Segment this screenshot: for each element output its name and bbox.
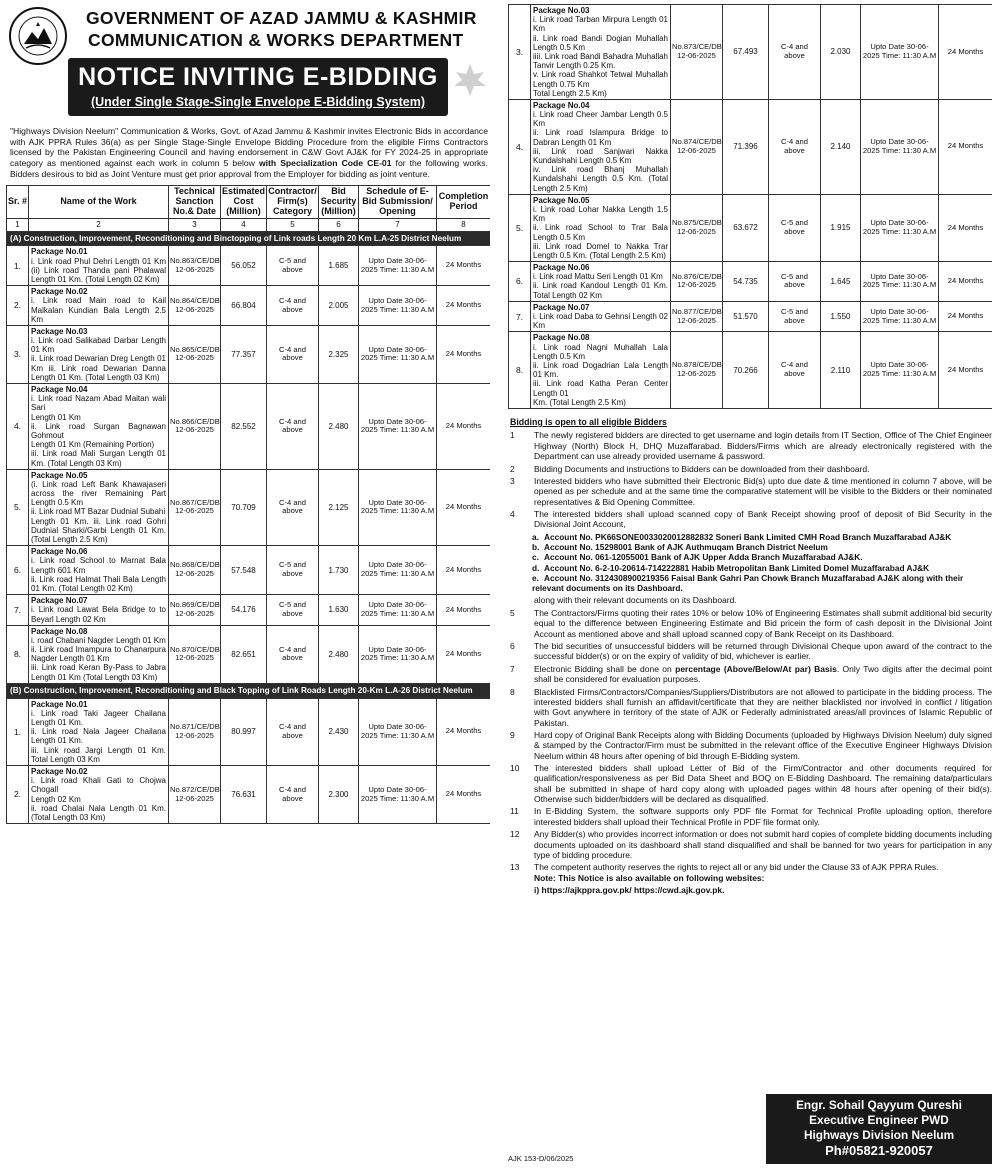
- serial-number: 6.: [7, 546, 29, 595]
- contractor-category: C-5 and above: [267, 595, 319, 626]
- work-name: [531, 194, 671, 261]
- contractor-category: C-4 and above: [267, 698, 319, 765]
- table-row: [7, 765, 491, 823]
- completion-period: 24 Months: [437, 469, 491, 546]
- completion-period: 24 Months: [437, 698, 491, 765]
- account-letter: e.: [532, 573, 539, 584]
- work-description: (i. Link road Left Bank Khawajaseri across the river Remaining Part Length 0.5 Km ii. Link road MT Bazar Dudnial Subahi Length 01 Km. iii. Link road Gohri Dudnial Sharki/Garbi Length 01 Km. (Total Length 2.5 Km): [31, 479, 166, 545]
- package-label: Package No.05: [533, 195, 590, 205]
- bid-security: 2.430: [319, 698, 359, 765]
- leaf-decoration-icon: [452, 62, 488, 98]
- work-description: i. Link road Nazam Abad Maitan wali Sari Length 01 Km ii. Link road Surgan Bagnawan Gohmout Length 01 Km (Remaining Portion) iii. Link road Mali Surgan Length 01 Km. (Total Length 03 Km): [31, 394, 166, 468]
- section-a-heading-row: [7, 231, 491, 246]
- work-description: i. road Chabani Nagder Length 01 Km ii. Link road Imampura to Chanarpura Nagder Length 01 Km iii. Link road Keran By-Pass to Jabra Length 01 Km (Total Length 03 Km): [31, 635, 166, 682]
- section-b-heading-row: [7, 683, 491, 698]
- table-row: [7, 286, 491, 326]
- bank-accounts-list: [508, 532, 992, 594]
- account-letter: a.: [532, 531, 539, 542]
- term-item: [508, 763, 992, 804]
- contractor-category: C-4 and above: [267, 625, 319, 683]
- work-name: [29, 286, 169, 326]
- col-number: 8: [437, 218, 491, 231]
- work-name: [531, 262, 671, 302]
- serial-number: 5.: [7, 469, 29, 546]
- serial-number: 3.: [7, 325, 29, 383]
- table-row: [509, 194, 993, 261]
- table-row: [509, 5, 993, 100]
- term-text: The Contractors/Firms quoting their rates 10% or below 10% of Engineering Estimates shall submit additional bid security equal to the difference between Engineering Estimate and Bid pricein the form of cash deposit in the Divisional Joint Account as mentioned above and shall upload scanned copy of Bank Receipt on its Dashboard.: [534, 608, 992, 639]
- work-name: [29, 384, 169, 470]
- estimated-cost: 76.631: [221, 765, 267, 823]
- package-label: Package No.02: [31, 287, 88, 297]
- completion-period: 24 Months: [939, 332, 993, 409]
- term-item: [508, 476, 992, 507]
- header-sanction: Technical Sanction No.& Date: [169, 186, 221, 219]
- completion-period: 24 Months: [939, 5, 993, 100]
- work-name: [29, 625, 169, 683]
- term-item: [508, 862, 992, 883]
- header-security: Bid Security (Million): [319, 186, 359, 219]
- term-number: 3: [510, 475, 515, 486]
- bid-schedule: Upto Date 30-06-2025 Time: 11:30 A.M: [359, 286, 437, 326]
- term-number: 10: [510, 763, 520, 774]
- bank-account-item: [508, 563, 992, 573]
- contractor-category: C-4 and above: [267, 765, 319, 823]
- bid-schedule: Upto Date 30-06-2025 Time: 11:30 A.M: [861, 5, 939, 100]
- work-description: i. Link road School to Marnat Bala Length 601 Km ii. Link road Halmat Thali Bala Length 01 Km. (Total Length 02 Km): [31, 556, 166, 593]
- term-item: [508, 664, 992, 685]
- websites-link[interactable]: i) https://ajkppra.gov.pk/ https://cwd.ajk.gov.pk.: [534, 884, 725, 895]
- term-item: [508, 687, 992, 728]
- header-period: Completion Period: [437, 186, 491, 219]
- serial-number: 7.: [7, 595, 29, 626]
- serial-number: 5.: [509, 194, 531, 261]
- bid-schedule: Upto Date 30-06-2025 Time: 11:30 A.M: [359, 469, 437, 546]
- estimated-cost: 71.396: [723, 99, 769, 194]
- contractor-category: C-4 and above: [267, 325, 319, 383]
- notice-banner: [68, 58, 448, 116]
- bid-security: 2.480: [319, 384, 359, 470]
- term-text: [534, 862, 992, 883]
- work-name: [29, 325, 169, 383]
- term-7-text-c: . Only Two digits after the decimal point shall be considered for evaluation purposes.: [534, 663, 992, 685]
- work-description: i. Link road Cheer Jambar Length 0.5 Km ii. Link road Islampura Bridge to Dabran Length 01 Km iii. Link road Sanjwari Nakka Kundalshahi Length 0.5 Km iv. Link road Bhanj Muhallah Kundalshahi Length 0.5 Km. (Total Length 2.5 Km): [533, 110, 668, 193]
- serial-number: 7.: [509, 301, 531, 332]
- term-item: [508, 608, 992, 639]
- package-label: Package No.01: [31, 247, 88, 257]
- work-name: [29, 698, 169, 765]
- sanction-number: No.863/CE/DB 12-06-2025: [169, 246, 221, 286]
- work-description: i. Link road Phul Dehri Length 01 Km (ii) Link road Thanda pani Phalawal Length 01 Km. (Total Length 02 Km): [31, 256, 166, 284]
- section-a-heading: (A) Construction, Improvement, Reconditioning and Binctopping of Link roads Length 20 Km L.A-25 District Neelum: [7, 231, 491, 246]
- contractor-category: C-5 and above: [769, 262, 821, 302]
- work-name: [531, 99, 671, 194]
- bid-schedule: Upto Date 30-06-2025 Time: 11:30 A.M: [861, 332, 939, 409]
- completion-period: 24 Months: [437, 286, 491, 326]
- package-label: Package No.01: [31, 699, 88, 709]
- term-number: 6: [510, 641, 515, 652]
- account-text: Account No. 6-2-10-20614-714222881 Habib Metropolitan Bank Limited Domel Muzaffarabad AJ&K: [544, 562, 930, 573]
- header-sr: Sr. #: [7, 186, 29, 219]
- serial-number: 8.: [7, 625, 29, 683]
- estimated-cost: 67.493: [723, 5, 769, 100]
- completion-period: 24 Months: [437, 595, 491, 626]
- contractor-category: C-5 and above: [769, 301, 821, 332]
- sanction-number: No.875/CE/DB 12-06-2025: [671, 194, 723, 261]
- bank-account-item: [508, 552, 992, 562]
- table-row: [7, 246, 491, 286]
- term-text: Blacklisted Firms/Contractors/Companies/Suppliers/Distributors are not allowed to participate in the bidding process. The interested bidders shall furnish an affidavit/certificate that they are neither blacklisted nor involved in conflict / litigation with Govt anywhere in territory of the state of AJK or Federally administrated areas/all provinces of Islamic Republic of Pakistan.: [534, 686, 992, 728]
- serial-number: 6.: [509, 262, 531, 302]
- contractor-category: C-4 and above: [267, 384, 319, 470]
- bid-schedule: Upto Date 30-06-2025 Time: 11:30 A.M: [359, 325, 437, 383]
- term-7-text-a: Electronic Bidding shall be done on: [534, 663, 676, 674]
- estimated-cost: 82.651: [221, 625, 267, 683]
- bid-security: 1.645: [821, 262, 861, 302]
- term-text: Any Bidder(s) who provides incorrect information or does not submit hard copies of complete bidding documents including documents uploaded on its dashboard shall stand disqualified and shall be banned for two years for participation in any type of bidding procedure.: [534, 829, 992, 860]
- table-header-row: [7, 186, 491, 219]
- work-description: i. Link road Taki Jageer Chailana Length 01 Km. ii. Link road Nala Jageer Chailana Length 01 Km. iii. Link road Jargi Length 01 Km. Total Length 03 Km: [31, 708, 166, 764]
- sanction-number: No.873/CE/DB 12-06-2025: [671, 5, 723, 100]
- sanction-number: No.877/CE/DB 12-06-2025: [671, 301, 723, 332]
- contractor-category: C-4 and above: [769, 332, 821, 409]
- sanction-number: No.864/CE/DB 12-06-2025: [169, 286, 221, 326]
- package-label: Package No.07: [533, 302, 590, 312]
- works-table-right: [508, 4, 992, 409]
- package-label: Package No.02: [31, 766, 88, 776]
- bid-schedule: Upto Date 30-06-2025 Time: 11:30 A.M: [359, 625, 437, 683]
- term-item: [508, 730, 992, 761]
- signatory-name: Engr. Sohail Qayyum Qureshi: [796, 1098, 962, 1112]
- table-row: [7, 595, 491, 626]
- bank-account-item: [508, 532, 992, 542]
- sanction-number: No.866/CE/DB 12-06-2025: [169, 384, 221, 470]
- term-number: 12: [510, 829, 520, 840]
- bid-security: 2.030: [821, 5, 861, 100]
- package-label: Package No.05: [31, 470, 88, 480]
- sanction-number: No.869/CE/DB 12-06-2025: [169, 595, 221, 626]
- bid-schedule: Upto Date 30-06-2025 Time: 11:30 A.M: [861, 99, 939, 194]
- reference-number: AJK 153-D/06/2025: [508, 1154, 574, 1163]
- package-label: Package No.08: [533, 333, 590, 343]
- account-text: Account No. PK66SONE0033020012882832 Soneri Bank Limited CMH Road Branch Muzaffarabad AJ&K: [544, 531, 952, 542]
- table-row: [7, 698, 491, 765]
- work-description: i. Link road Lohar Nakka Length 1.5 Km ii. Link road School to Trar Bala Length 0.5 Km iii. Link road Domel to Nakka Trar Length 0.5 Km. (Total Length 2.5 Km): [533, 204, 668, 260]
- package-label: Package No.04: [533, 100, 590, 110]
- account-text: Account No. 15298001 Bank of AJK Authmuqam Branch District Neelum: [544, 542, 828, 553]
- ajk-seal-logo-icon: [8, 6, 68, 66]
- term-item: [508, 509, 992, 530]
- bid-security: 1.550: [821, 301, 861, 332]
- bank-account-item: [508, 573, 992, 594]
- completion-period: 24 Months: [437, 546, 491, 595]
- sanction-number: No.870/CE/DB 12-06-2025: [169, 625, 221, 683]
- work-description: i. Link road Mattu Seri Length 01 Km ii. Link road Kandoul Length 01 Km. Total Length 02 Km: [533, 272, 668, 300]
- bid-security: 2.125: [319, 469, 359, 546]
- serial-number: 1.: [7, 246, 29, 286]
- col-number: 1: [7, 218, 29, 231]
- table-row: [7, 546, 491, 595]
- term-item: [508, 806, 992, 827]
- bid-security: 2.325: [319, 325, 359, 383]
- sanction-number: No.871/CE/DB 12-06-2025: [169, 698, 221, 765]
- serial-number: 3.: [509, 5, 531, 100]
- bid-security: 2.300: [319, 765, 359, 823]
- bid-security: 1.915: [821, 194, 861, 261]
- term-text: Bidding Documents and instructions to Bidders can be downloaded from their dashboard.: [534, 463, 870, 474]
- work-name: [29, 595, 169, 626]
- work-name: [29, 546, 169, 595]
- estimated-cost: 82.552: [221, 384, 267, 470]
- intro-paragraph: [10, 126, 488, 179]
- account-letter: b.: [532, 542, 540, 553]
- package-label: Package No.06: [31, 547, 88, 557]
- package-label: Package No.03: [533, 6, 590, 15]
- col-number: 2: [29, 218, 169, 231]
- estimated-cost: 56.052: [221, 246, 267, 286]
- table-row: [7, 625, 491, 683]
- completion-period: 24 Months: [437, 625, 491, 683]
- completion-period: 24 Months: [939, 99, 993, 194]
- table-row: [7, 384, 491, 470]
- header-work: Name of the Work: [29, 186, 169, 219]
- estimated-cost: 66.804: [221, 286, 267, 326]
- package-label: Package No.04: [31, 385, 88, 395]
- account-text: Account No. 3124308900219356 Faisal Bank Gahri Pan Chowk Branch Muzaffarabad AJ&K along with their relevant documents on its Dashboard.: [532, 573, 964, 594]
- contractor-category: C-4 and above: [769, 5, 821, 100]
- term-number: 1: [510, 430, 515, 441]
- bid-schedule: Upto Date 30-06-2025 Time: 11:30 A.M: [861, 194, 939, 261]
- term-number: 7: [510, 663, 515, 674]
- table-row: [7, 469, 491, 546]
- contractor-category: C-4 and above: [267, 286, 319, 326]
- contractor-category: C-4 and above: [267, 469, 319, 546]
- term-item: [508, 641, 992, 662]
- term-item: [508, 464, 992, 474]
- term-text: In E-Bidding System, the software supports only PDF file Format for Technical Profile uploading option, therefore interested bidders shall upload their Technical Profile in PDF file format only.: [534, 806, 992, 827]
- serial-number: 4.: [509, 99, 531, 194]
- bid-schedule: Upto Date 30-06-2025 Time: 11:30 A.M: [359, 384, 437, 470]
- term-text: Hard copy of Original Bank Receipts along with Bidding Documents (uploaded by Highways Division Neelum) duly signed & stamped by the Contractor/Firm must be submitted in the relevant office of the Executive Engineer Highways Division Neelum within 48 hours after opening of bid through E-Bidding system.: [534, 729, 992, 761]
- account-letter: c.: [532, 552, 539, 563]
- term-item: [508, 430, 992, 461]
- table-row: [509, 301, 993, 332]
- bid-security: 1.630: [319, 595, 359, 626]
- completion-period: 24 Months: [939, 194, 993, 261]
- account-letter: d.: [532, 562, 540, 573]
- sanction-number: No.874/CE/DB 12-06-2025: [671, 99, 723, 194]
- term-text: The interested bidders shall upload Letter of Bid of the Firm/Contractor and other documents required for qualification/responsiveness as per Bid Data Sheet and BOQ on E-Bidding Dashboard. The remaining data/particulars shall be submitted in shape of hard copy along with uploaded pages within 48 hours after opening of their bid(s). Otherwise such bidder/bidders will be declared as disqualified.: [534, 763, 992, 805]
- intro-tail: for the following works. Bidders desirous to bid as Joint Venture must get prior approval from the Employer for bidding as joint venture.: [10, 157, 488, 179]
- sanction-number: No.868/CE/DB 12-06-2025: [169, 546, 221, 595]
- term-text: [534, 664, 992, 685]
- estimated-cost: 77.357: [221, 325, 267, 383]
- header: [6, 4, 490, 122]
- bid-schedule: Upto Date 30-06-2025 Time: 11:30 A.M: [359, 595, 437, 626]
- serial-number: 8.: [509, 332, 531, 409]
- right-column: [508, 4, 992, 1164]
- notice-subtitle: (Under Single Stage-Single Envelope E-Bidding System): [90, 95, 426, 109]
- term-text: The bid securities of unsuccessful bidders will be returned through Divisional Cheque upon award of the contract to the successful bidder(s) or on the expiry of validity of bid, whichever is earlier.: [534, 641, 992, 662]
- works-table-left: [6, 185, 490, 824]
- accounts-footnote: along with their relevant documents on its Dashboard.: [534, 594, 737, 605]
- government-title: GOVERNMENT OF AZAD JAMMU & KASHMIR: [86, 8, 477, 28]
- work-name: [531, 301, 671, 332]
- header-schedule: Schedule of E-Bid Submission/ Opening: [359, 186, 437, 219]
- bid-security: 1.730: [319, 546, 359, 595]
- work-name: [29, 246, 169, 286]
- estimated-cost: 63.672: [723, 194, 769, 261]
- sanction-number: No.865/CE/DB 12-06-2025: [169, 325, 221, 383]
- bid-schedule: Upto Date 30-06-2025 Time: 11:30 A.M: [861, 301, 939, 332]
- header-category: Contractor/ Firm(s) Category: [267, 186, 319, 219]
- completion-period: 24 Months: [437, 765, 491, 823]
- completion-period: 24 Months: [939, 301, 993, 332]
- package-label: Package No.06: [533, 263, 590, 273]
- col-number: 7: [359, 218, 437, 231]
- completion-period: 24 Months: [437, 384, 491, 470]
- contractor-category: C-5 and above: [267, 246, 319, 286]
- work-description: i. Link road Salikabad Darbar Length 01 Km ii. Link road Dewarian Dreg Length 01 Km iii. Link road Dewarian Danna Length 01 Km. (Total Length 03 Km): [31, 336, 166, 382]
- work-name: [531, 5, 671, 100]
- work-description: i. Link road Nagni Muhallah Lala Length 0.5 Km ii. Link road Dogadrian Lala Length 01 Km. iii. Link road Katha Peran Center Length 01 Km. (Total Length 2.5 Km): [533, 342, 668, 407]
- term-number: 11: [510, 806, 519, 817]
- work-description: i. Link road Khali Gati to Chojwa Chogall Length 02 Km ii. road Chalai Nala Length 01 Km. (Total Length 03 Km): [31, 776, 166, 822]
- term-text: Interested bidders who have submitted their Electronic Bid(s) upto due date & time mentioned in column 7 above, will be opened as per schedule and at the same time the comparative statement will be visible to the Bidders or their nominated representatives & Bid Opening Committee.: [534, 475, 992, 507]
- bid-security: 2.140: [821, 99, 861, 194]
- bid-security: 2.005: [319, 286, 359, 326]
- sanction-number: No.876/CE/DB 12-06-2025: [671, 262, 723, 302]
- work-description: i. Link road Tarban Mirpura Length 01 Km ii. Link road Bandi Dogian Muhallah Length 0.5 Km iiii. Link road Bandi Bahadra Muhallah Tanvir Length 0.25 Km. v. Link road Shahkot Tetwal Muhallah Length 0.75 Km Total Length 2.5 Km): [533, 15, 668, 98]
- term-number: 2: [510, 463, 515, 474]
- column-number-row: [7, 218, 491, 231]
- completion-period: 24 Months: [437, 246, 491, 286]
- term-item: [508, 829, 992, 860]
- work-description: i. Link road Main road to Kail Malkalan Kundian Bala Length 2.5 Km: [31, 296, 166, 324]
- serial-number: 4.: [7, 384, 29, 470]
- work-description: i. Link road Daba to Gehnsi Length 02 Km: [533, 312, 668, 331]
- work-description: i. Link road Lawat Bela Bridge to to Beyarl Length 02 Km: [31, 605, 166, 624]
- bid-schedule: Upto Date 30-06-2025 Time: 11:30 A.M: [359, 246, 437, 286]
- estimated-cost: 80.997: [221, 698, 267, 765]
- left-column: [6, 4, 490, 1164]
- serial-number: 1.: [7, 698, 29, 765]
- term-7-bold: percentage (Above/Below/At par) Basis: [675, 663, 837, 674]
- work-name: [29, 765, 169, 823]
- col-number: 5: [267, 218, 319, 231]
- serial-number: 2.: [7, 765, 29, 823]
- completion-period: 24 Months: [939, 262, 993, 302]
- term-number: 9: [510, 729, 515, 740]
- package-label: Package No.07: [31, 596, 88, 606]
- department-title: COMMUNICATION & WORKS DEPARTMENT: [88, 30, 464, 50]
- term-13-text: The competent authority reserves the rights to reject all or any bid under the Clause 33 of AJK PPRA Rules.: [534, 862, 939, 873]
- signatory-division: Highways Division Neelum: [803, 1128, 955, 1143]
- serial-number: 2.: [7, 286, 29, 326]
- col-number: 3: [169, 218, 221, 231]
- package-label: Package No.03: [31, 326, 88, 336]
- sanction-number: No.867/CE/DB 12-06-2025: [169, 469, 221, 546]
- table-row: [509, 332, 993, 409]
- bid-security: 1.685: [319, 246, 359, 286]
- signature-block: [766, 1094, 992, 1164]
- terms-heading: Bidding is open to all eligible Bidders: [510, 416, 667, 427]
- account-text: Account No. 061-12055001 Bank of AJK Upper Adda Branch Muzaffarabad AJ&K.: [544, 552, 863, 563]
- estimated-cost: 70.266: [723, 332, 769, 409]
- bid-schedule: Upto Date 30-06-2025 Time: 11:30 A.M: [359, 698, 437, 765]
- work-name: [29, 469, 169, 546]
- bid-schedule: Upto Date 30-06-2025 Time: 11:30 A.M: [359, 546, 437, 595]
- sanction-number: No.872/CE/DB 12-06-2025: [169, 765, 221, 823]
- term-text: The interested bidders shall upload scanned copy of Bank Receipt showing proof of deposit of Bid Security in the Divisional Joint Account,: [534, 508, 992, 530]
- table-row: [7, 325, 491, 383]
- term-text: The newly registered bidders are directed to get username and login details from IT Section, Office of The Chief Engineer Highway (North) Block H, DHQ Muzaffarabad. Bidders/Firms which are already electronically registered with the Department can use already provided username & password.: [534, 430, 992, 462]
- table-row: [509, 262, 993, 302]
- bid-schedule: Upto Date 30-06-2025 Time: 11:30 A.M: [359, 765, 437, 823]
- contractor-category: C-5 and above: [267, 546, 319, 595]
- estimated-cost: 70.709: [221, 469, 267, 546]
- intro-bold: with Specialization Code CE-01: [258, 157, 392, 168]
- col-number: 4: [221, 218, 267, 231]
- header-cost: Estimated Cost (Million): [221, 186, 267, 219]
- bid-security: 2.480: [319, 625, 359, 683]
- signatory-designation: Executive Engineer PWD: [809, 1113, 949, 1128]
- sanction-number: No.878/CE/DB 12-06-2025: [671, 332, 723, 409]
- estimated-cost: 54.176: [221, 595, 267, 626]
- col-number: 6: [319, 218, 359, 231]
- term-number: 8: [510, 686, 515, 697]
- estimated-cost: 54.735: [723, 262, 769, 302]
- contractor-category: C-4 and above: [769, 99, 821, 194]
- notice-title: NOTICE INVITING E-BIDDING: [78, 63, 438, 91]
- intro-text: "Highways Division Neelum" Communication & Works, Govt. of Azad Jammu & Kashmir invites Electronic Bids in accordance with AJK PPRA Rules 36(a) as per Single Stage-Single Envelope Bidding Procedure from the eligible Firms Contractors licensed by the Pakistan Engineering Council and having endorsement in C&W Govt AJ&K for FY 2024-25 in appropriate category as mentioned against each work in column 5 below: [10, 126, 488, 168]
- estimated-cost: 51.570: [723, 301, 769, 332]
- contractor-category: C-5 and above: [769, 194, 821, 261]
- completion-period: 24 Months: [437, 325, 491, 383]
- bank-account-item: [508, 542, 992, 552]
- term-number: 13: [510, 862, 520, 873]
- websites-note: Note: This Notice is also available on following websites:: [534, 872, 765, 883]
- package-label: Package No.08: [31, 626, 88, 636]
- bid-schedule: Upto Date 30-06-2025 Time: 11:30 A.M: [861, 262, 939, 302]
- estimated-cost: 57.548: [221, 546, 267, 595]
- signatory-phone: Ph#05821-920057: [825, 1143, 933, 1159]
- table-row: [509, 99, 993, 194]
- work-name: [531, 332, 671, 409]
- bid-security: 2.110: [821, 332, 861, 409]
- term-number: 4: [510, 508, 515, 519]
- term-number: 5: [510, 608, 515, 618]
- section-b-heading: (B) Construction, Improvement, Reconditioning and Black Topping of Link Roads Length 20-Km L.A-26 District Neelum: [7, 683, 491, 698]
